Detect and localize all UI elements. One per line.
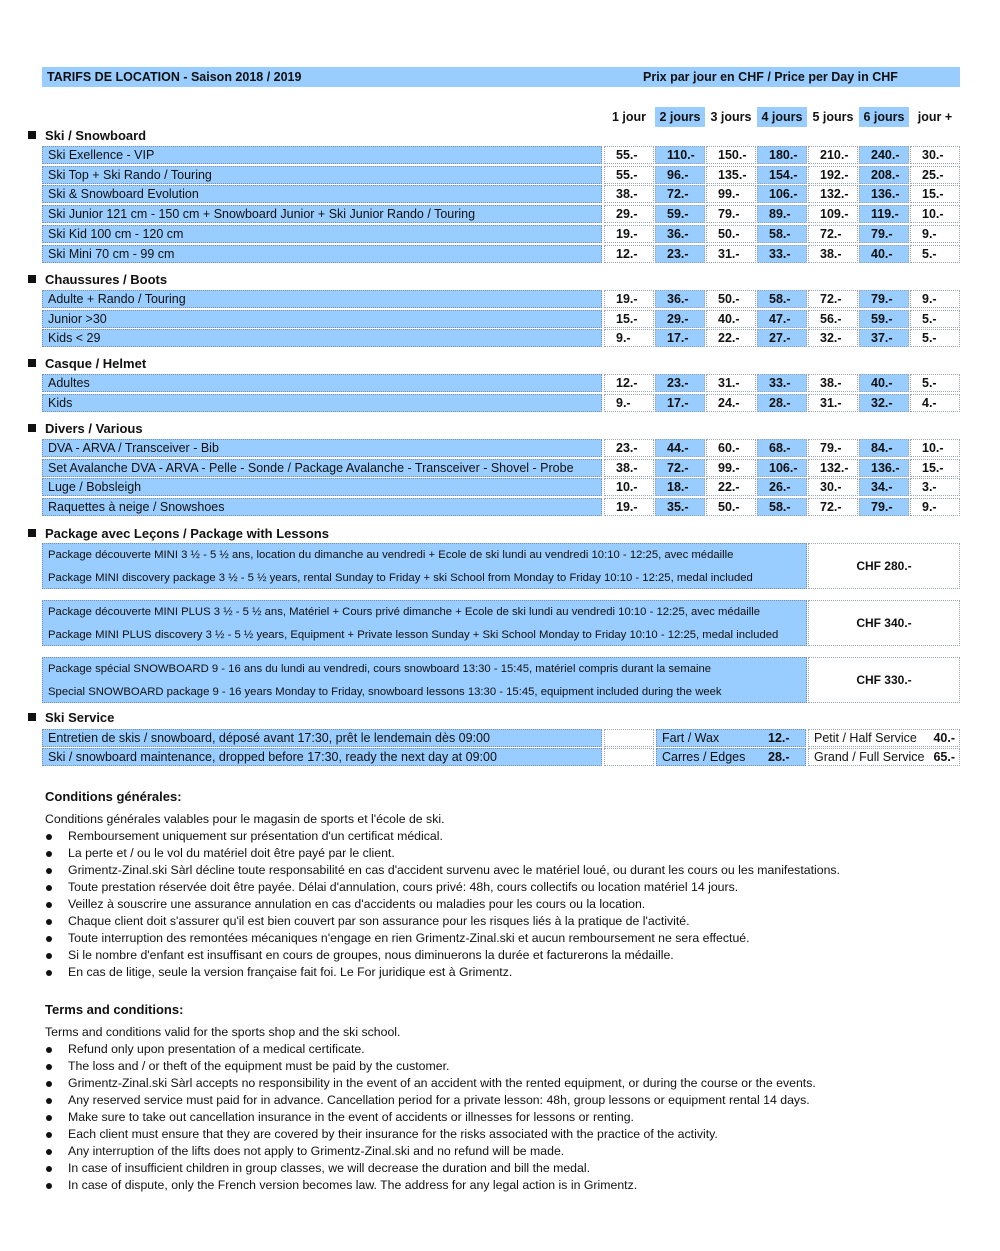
price-cell: 150.- xyxy=(706,146,756,164)
price-cell: 72.- xyxy=(808,290,858,308)
package-text-fr: Package découverte MINI 3 ½ - 5 ½ ans, location du dimanche au vendredi + Ecole de ski lundi au vendredi 10:10 - 12:25, avec médaille xyxy=(48,549,734,561)
price-cell: 5.- xyxy=(910,329,960,347)
price-cell: 17.- xyxy=(655,394,705,412)
price-cell: 9.- xyxy=(910,290,960,308)
price-cell: 5.- xyxy=(910,245,960,263)
price-row xyxy=(42,166,960,185)
price-cell: 23.- xyxy=(655,245,705,263)
price-cell: 38.- xyxy=(808,245,858,263)
condition-item: Toute prestation réservée doit être payée. Délai d'annulation, cours privé: 48h, cours collectifs ou location matériel 14 jours. xyxy=(45,879,840,896)
service-description: Ski / snowboard maintenance, dropped before 17:30, ready the next day at 09:00 xyxy=(42,748,602,766)
conditions-intro: Conditions générales valables pour le magasin de sports et l'école de ski. xyxy=(45,812,445,826)
service-item-price: 28.- xyxy=(768,750,790,764)
price-cell: 55.- xyxy=(604,146,654,164)
price-cell: 154.- xyxy=(757,166,807,184)
package-price: CHF 280.- xyxy=(808,543,960,589)
price-cell: 12.- xyxy=(604,374,654,392)
price-row xyxy=(42,329,960,348)
day-header: 6 jours xyxy=(859,107,909,127)
price-cell: 23.- xyxy=(655,374,705,392)
price-cell: 38.- xyxy=(604,459,654,477)
price-row xyxy=(42,185,960,204)
item-label: Luge / Bobsleigh xyxy=(42,478,602,496)
service-description: Entretien de skis / snowboard, déposé avant 17:30, prêt le lendemain dès 09:00 xyxy=(42,729,602,747)
item-label: Raquettes à neige / Snowshoes xyxy=(42,498,602,516)
day-header: 5 jours xyxy=(812,110,854,124)
item-label: Adulte + Rando / Touring xyxy=(42,290,602,308)
day-header: 2 jours xyxy=(655,107,705,127)
condition-item: Si le nombre d'enfant est insuffisant en cours de groupes, nous diminuerons la durée et facturerons la médaille. xyxy=(45,947,840,964)
condition-item: Veillez à souscrire une assurance annulation en cas d'accidents ou maladies pour les cours ou la location. xyxy=(45,896,840,913)
condition-item: Any interruption of the lifts does not apply to Grimentz-Zinal.ski and no refund will be made. xyxy=(45,1143,816,1160)
section-title-boots xyxy=(28,272,167,288)
price-cell: 84.- xyxy=(859,439,909,457)
item-label: Ski & Snowboard Evolution xyxy=(42,185,602,203)
price-cell: 72.- xyxy=(655,185,705,203)
section-title-text: Divers / Various xyxy=(45,421,143,436)
price-cell: 72.- xyxy=(808,225,858,243)
price-cell: 28.- xyxy=(757,394,807,412)
condition-item: Refund only upon presentation of a medical certificate. xyxy=(45,1041,816,1058)
price-cell: 79.- xyxy=(859,498,909,516)
price-cell: 132.- xyxy=(808,459,858,477)
price-list-subtitle: Prix par jour en CHF / Price per Day in CHF xyxy=(643,70,898,84)
item-label: Ski Top + Ski Rando / Touring xyxy=(42,166,602,184)
price-cell: 208.- xyxy=(859,166,909,184)
price-cell: 79.- xyxy=(706,205,756,223)
price-cell: 136.- xyxy=(859,459,909,477)
service-level xyxy=(808,729,960,747)
condition-item: Toute interruption des remontées mécaniques n'engage en rien Grimentz-Zinal.ski et aucun remboursement ne sera effectué. xyxy=(45,930,840,947)
condition-item: In case of dispute, only the French version becomes law. The address for any legal action is in Grimentz. xyxy=(45,1177,816,1194)
service-level-price: 65.- xyxy=(933,750,955,764)
price-cell: 99.- xyxy=(706,185,756,203)
package-row xyxy=(42,543,960,589)
price-cell: 136.- xyxy=(859,185,909,203)
condition-item: Any reserved service must paid for in advance. Cancellation period for a private lesson: 48h, group lessons or equipment rental 14 days. xyxy=(45,1092,816,1109)
section-title-ski-service xyxy=(28,710,114,726)
price-cell: 38.- xyxy=(808,374,858,392)
price-cell: 210.- xyxy=(808,146,858,164)
price-cell: 26.- xyxy=(757,478,807,496)
condition-item: Each client must ensure that they are covered by their insurance for the risks associated with the practice of the activity. xyxy=(45,1126,816,1143)
service-item xyxy=(656,748,806,766)
item-label: Ski Kid 100 cm - 120 cm xyxy=(42,225,602,243)
price-cell: 30.- xyxy=(910,146,960,164)
price-cell: 89.- xyxy=(757,205,807,223)
price-cell: 110.- xyxy=(655,146,705,164)
price-cell: 22.- xyxy=(706,478,756,496)
section-title-helmet xyxy=(28,356,146,372)
price-row xyxy=(42,439,960,458)
item-label: Adultes xyxy=(42,374,602,392)
price-cell: 55.- xyxy=(604,166,654,184)
item-label: Kids xyxy=(42,394,602,412)
price-cell: 33.- xyxy=(757,245,807,263)
package-row xyxy=(42,600,960,646)
conditions-title: Terms and conditions: xyxy=(45,1002,184,1017)
day-header: 1 jour xyxy=(611,110,647,124)
package-text-fr: Package découverte MINI PLUS 3 ½ - 5 ½ ans, Matériel + Cours privé dimanche + Ecole de ski lundi au vendredi 10:10 - 12:25, avec médaille xyxy=(48,606,761,618)
price-cell: 79.- xyxy=(859,225,909,243)
section-title-text: Ski Service xyxy=(45,710,115,725)
price-cell: 68.- xyxy=(757,439,807,457)
price-cell: 23.- xyxy=(604,439,654,457)
price-cell: 9.- xyxy=(910,225,960,243)
price-cell: 34.- xyxy=(859,478,909,496)
price-row xyxy=(42,205,960,224)
price-cell: 5.- xyxy=(910,310,960,328)
price-cell: 58.- xyxy=(757,290,807,308)
item-label: Kids < 29 xyxy=(42,329,602,347)
price-cell: 96.- xyxy=(655,166,705,184)
price-cell: 29.- xyxy=(655,310,705,328)
price-row xyxy=(42,225,960,244)
conditions-title: Conditions générales: xyxy=(45,789,182,804)
square-bullet-icon xyxy=(28,424,36,432)
price-cell: 22.- xyxy=(706,329,756,347)
package-text-fr: Package spécial SNOWBOARD 9 - 16 ans du lundi au vendredi, cours snowboard 13:30 - 15:45, matériel compris durant la semaine xyxy=(48,663,712,675)
conditions-list xyxy=(45,828,840,981)
price-cell: 5.- xyxy=(910,374,960,392)
price-cell: 60.- xyxy=(706,439,756,457)
item-label: Ski Exellence - VIP xyxy=(42,146,602,164)
section-title-text: Package avec Leçons / Package with Lessons xyxy=(45,526,329,541)
price-cell: 40.- xyxy=(706,310,756,328)
price-cell: 19.- xyxy=(604,498,654,516)
price-cell: 29.- xyxy=(604,205,654,223)
price-cell: 31.- xyxy=(808,394,858,412)
price-cell: 72.- xyxy=(655,459,705,477)
price-cell: 40.- xyxy=(859,374,909,392)
price-cell: 106.- xyxy=(757,185,807,203)
condition-item: Remboursement uniquement sur présentation d'un certificat médical. xyxy=(45,828,840,845)
section-title-text: Ski / Snowboard xyxy=(45,128,147,143)
price-cell: 33.- xyxy=(757,374,807,392)
item-label: Ski Junior 121 cm - 150 cm + Snowboard Junior + Ski Junior Rando / Touring xyxy=(42,205,602,223)
price-cell: 9.- xyxy=(604,394,654,412)
price-cell: 18.- xyxy=(655,478,705,496)
condition-item: Make sure to take out cancellation insurance in the event of accidents or illnesses for lessons or renting. xyxy=(45,1109,816,1126)
price-cell: 32.- xyxy=(859,394,909,412)
price-cell: 37.- xyxy=(859,329,909,347)
service-item-price: 12.- xyxy=(768,731,790,745)
conditions-list xyxy=(45,1041,816,1194)
condition-item: En cas de litige, seule la version française fait foi. Le For juridique est à Grimentz. xyxy=(45,964,840,981)
price-cell: 31.- xyxy=(706,374,756,392)
package-price: CHF 330.- xyxy=(808,657,960,703)
price-cell: 47.- xyxy=(757,310,807,328)
price-cell: 24.- xyxy=(706,394,756,412)
price-cell: 27.- xyxy=(757,329,807,347)
price-row xyxy=(42,290,960,309)
square-bullet-icon xyxy=(28,131,36,139)
price-cell: 58.- xyxy=(757,225,807,243)
service-level xyxy=(808,748,960,766)
price-cell: 50.- xyxy=(706,290,756,308)
square-bullet-icon xyxy=(28,275,36,283)
price-cell: 36.- xyxy=(655,225,705,243)
package-description xyxy=(42,543,807,589)
price-cell: 79.- xyxy=(859,290,909,308)
price-cell: 15.- xyxy=(604,310,654,328)
item-label: Ski Mini 70 cm - 99 cm xyxy=(42,245,602,263)
service-level-name: Petit / Half Service xyxy=(814,731,917,745)
price-cell: 4.- xyxy=(910,394,960,412)
service-row xyxy=(42,748,960,767)
conditions-french xyxy=(45,788,840,981)
day-header: 4 jours xyxy=(757,107,807,127)
price-cell: 240.- xyxy=(859,146,909,164)
price-cell: 19.- xyxy=(604,225,654,243)
item-label: Set Avalanche DVA - ARVA - Pelle - Sonde / Package Avalanche - Transceiver - Shovel - Probe xyxy=(42,459,602,477)
section-title-text: Chaussures / Boots xyxy=(45,272,168,287)
package-row xyxy=(42,657,960,703)
price-cell: 10.- xyxy=(910,439,960,457)
service-level-name: Grand / Full Service xyxy=(814,750,925,764)
price-cell: 12.- xyxy=(604,245,654,263)
package-description xyxy=(42,600,807,646)
section-title-various xyxy=(28,421,143,437)
price-cell: 32.- xyxy=(808,329,858,347)
price-cell: 9.- xyxy=(604,329,654,347)
price-cell: 17.- xyxy=(655,329,705,347)
price-cell: 50.- xyxy=(706,498,756,516)
price-row xyxy=(42,146,960,165)
condition-item: The loss and / or theft of the equipment must be paid by the customer. xyxy=(45,1058,816,1075)
service-row xyxy=(42,729,960,748)
package-description xyxy=(42,657,807,703)
condition-item: Chaque client doit s'assurer qu'il est bien couvert par son assurance pour les risques liés à la pratique de l'activité. xyxy=(45,913,840,930)
square-bullet-icon xyxy=(28,529,36,537)
price-cell: 109.- xyxy=(808,205,858,223)
package-price: CHF 340.- xyxy=(808,600,960,646)
price-cell: 59.- xyxy=(655,205,705,223)
package-text-en: Special SNOWBOARD package 9 - 16 years Monday to Friday, snowboard lessons 13:30 - 15:45, equipment included during the week xyxy=(48,686,722,698)
price-cell: 38.- xyxy=(604,185,654,203)
item-label: DVA - ARVA / Transceiver - Bib xyxy=(42,439,602,457)
price-cell: 56.- xyxy=(808,310,858,328)
price-row xyxy=(42,459,960,478)
condition-item: La perte et / ou le vol du matériel doit être payé par le client. xyxy=(45,845,840,862)
price-cell: 58.- xyxy=(757,498,807,516)
empty-cell xyxy=(604,729,654,747)
price-list-title-bar xyxy=(42,67,960,87)
price-cell: 19.- xyxy=(604,290,654,308)
price-cell: 25.- xyxy=(910,166,960,184)
price-row xyxy=(42,310,960,329)
price-cell: 31.- xyxy=(706,245,756,263)
price-row xyxy=(42,498,960,517)
price-cell: 40.- xyxy=(859,245,909,263)
square-bullet-icon xyxy=(28,713,36,721)
service-level-price: 40.- xyxy=(933,731,955,745)
price-cell: 106.- xyxy=(757,459,807,477)
price-row xyxy=(42,478,960,497)
price-cell: 59.- xyxy=(859,310,909,328)
price-cell: 9.- xyxy=(910,498,960,516)
condition-item: Grimentz-Zinal.ski Sàrl décline toute responsabilité en cas d'accident survenu avec le matériel loué, ou durant les cours ou les manifestations. xyxy=(45,862,840,879)
conditions-english xyxy=(45,1001,816,1194)
price-row xyxy=(42,394,960,413)
price-cell: 10.- xyxy=(910,205,960,223)
price-row xyxy=(42,245,960,264)
price-cell: 36.- xyxy=(655,290,705,308)
price-cell: 10.- xyxy=(604,478,654,496)
empty-cell xyxy=(604,748,654,766)
section-title-packages xyxy=(28,526,329,542)
price-cell: 44.- xyxy=(655,439,705,457)
price-cell: 119.- xyxy=(859,205,909,223)
price-cell: 35.- xyxy=(655,498,705,516)
item-label: Junior >30 xyxy=(42,310,602,328)
price-list-title: TARIFS DE LOCATION - Saison 2018 / 2019 xyxy=(47,70,302,84)
service-item xyxy=(656,729,806,747)
package-text-en: Package MINI discovery package 3 ½ - 5 ½ years, rental Sunday to Friday + ski School from Monday to Friday 10:10 - 12:25, medal included xyxy=(48,572,753,584)
price-row xyxy=(42,374,960,393)
price-cell: 3.- xyxy=(910,478,960,496)
section-title-text: Casque / Helmet xyxy=(45,356,147,371)
condition-item: Grimentz-Zinal.ski Sàrl accepts no responsibility in the event of an accident with the rented equipment, or during the course or the events. xyxy=(45,1075,816,1092)
service-item-name: Fart / Wax xyxy=(662,731,720,745)
price-cell: 135.- xyxy=(706,166,756,184)
price-cell: 15.- xyxy=(910,459,960,477)
price-cell: 132.- xyxy=(808,185,858,203)
day-header: jour + xyxy=(917,110,953,124)
square-bullet-icon xyxy=(28,359,36,367)
price-cell: 15.- xyxy=(910,185,960,203)
conditions-intro: Terms and conditions valid for the sports shop and the ski school. xyxy=(45,1025,401,1039)
section-title-ski-snowboard xyxy=(28,128,146,144)
service-item-name: Carres / Edges xyxy=(662,750,746,764)
price-cell: 99.- xyxy=(706,459,756,477)
price-cell: 180.- xyxy=(757,146,807,164)
price-cell: 30.- xyxy=(808,478,858,496)
price-cell: 50.- xyxy=(706,225,756,243)
condition-item: In case of insufficient children in group classes, we will decrease the duration and bill the medal. xyxy=(45,1160,816,1177)
price-cell: 192.- xyxy=(808,166,858,184)
package-text-en: Package MINI PLUS discovery 3 ½ - 5 ½ years, Equipment + Private lesson Sunday + Ski School Monday to Friday 10:10 - 12:25, medal included xyxy=(48,629,779,641)
price-cell: 72.- xyxy=(808,498,858,516)
price-cell: 79.- xyxy=(808,439,858,457)
day-header: 3 jours xyxy=(710,110,752,124)
